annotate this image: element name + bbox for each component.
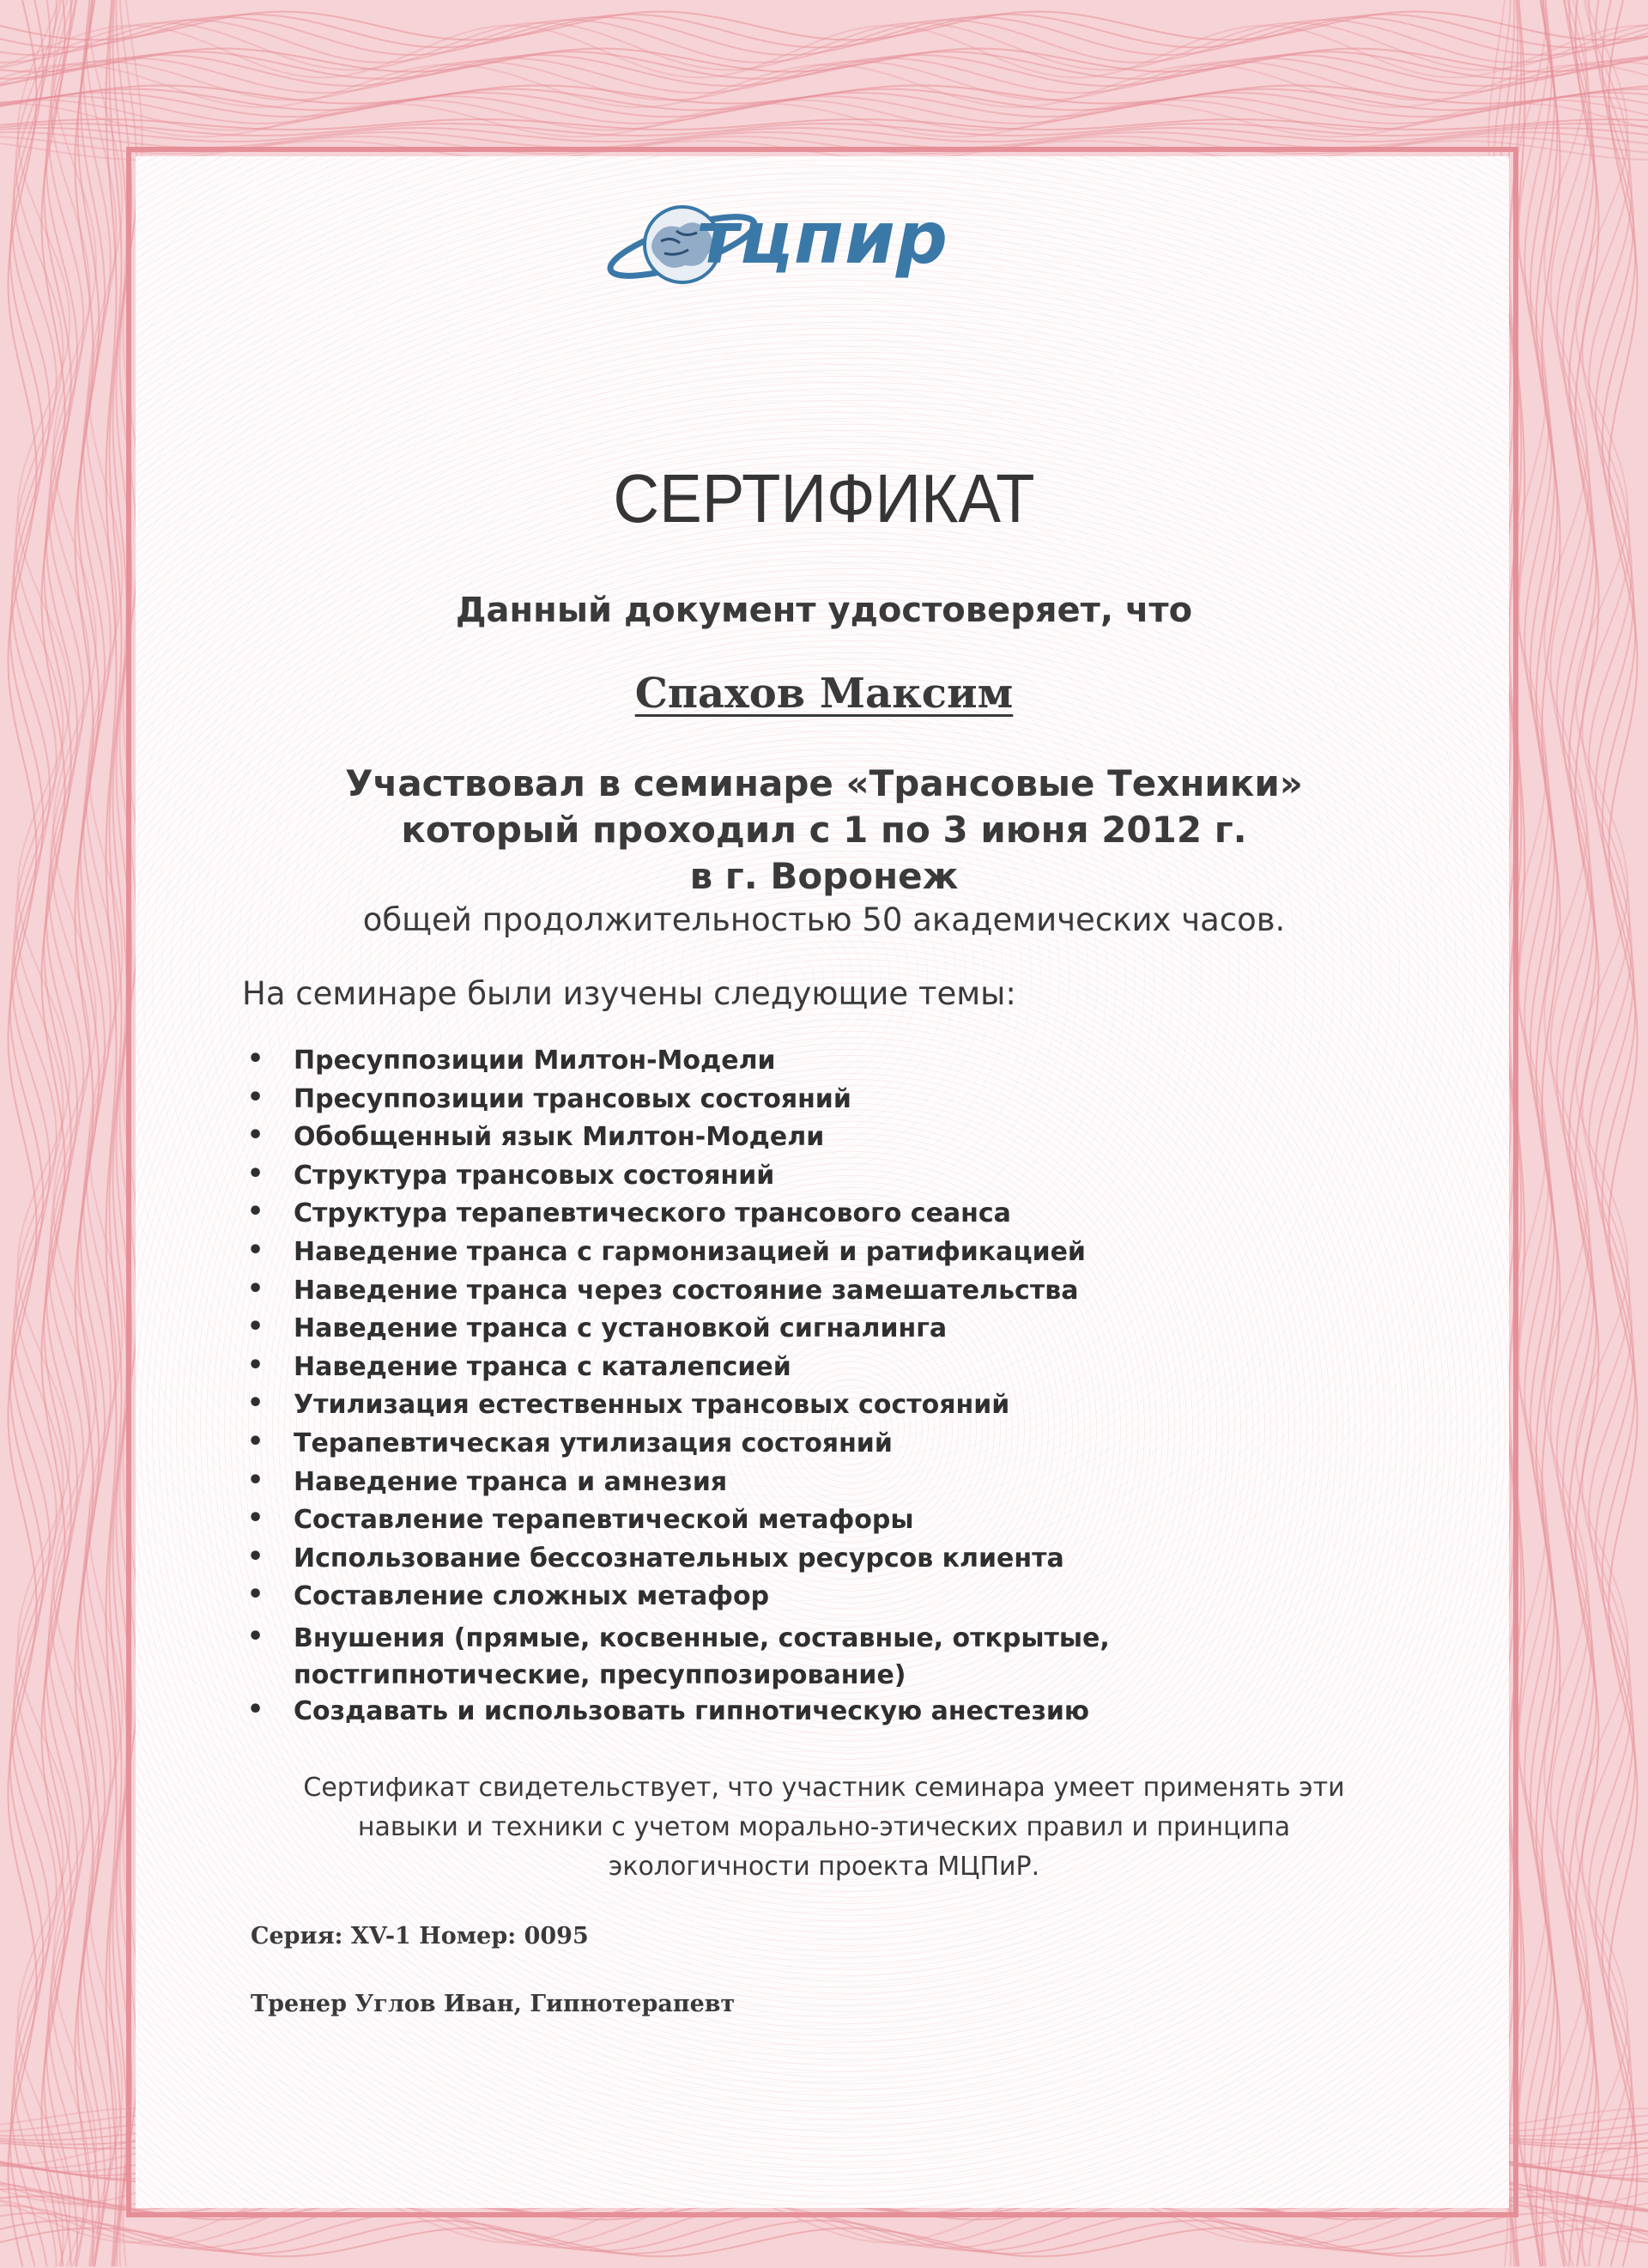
recipient-name: Спахов Максим bbox=[634, 670, 1014, 718]
seminar-line: Участвовал в семинаре «Трансовые Техники» bbox=[345, 762, 1303, 804]
topics-list bbox=[242, 1046, 1238, 1735]
list-item: • Структура трансовых состояний bbox=[242, 1161, 1238, 1199]
series-number: Серия: XV-1 Номер: 0095 bbox=[251, 1923, 589, 1950]
list-item: • Наведение транса с каталепсией bbox=[242, 1352, 1238, 1391]
trainer-signature-line: Тренер Углов Иван, Гипнотерапевт bbox=[251, 1991, 736, 2017]
city-line: в г. Воронеж bbox=[689, 855, 959, 897]
list-item: • Утилизация естественных трансовых состояний bbox=[242, 1390, 1238, 1428]
list-item: • Составление терапевтической метафоры bbox=[242, 1505, 1238, 1543]
certificate-title: СЕРТИФИКАТ bbox=[613, 460, 1035, 537]
topics-heading: На семинаре были изучены следующие темы: bbox=[242, 975, 1016, 1012]
list-item: • Структура терапевтического трансового сеанса bbox=[242, 1198, 1238, 1237]
list-item: • Наведение транса и амнезия bbox=[242, 1467, 1238, 1506]
list-item: • Наведение транса с гармонизацией и ратификацией bbox=[242, 1237, 1238, 1276]
list-item: • Обобщенный язык Милтон-Модели bbox=[242, 1122, 1238, 1161]
logo-text: тцпир bbox=[697, 196, 948, 280]
list-item: • Создавать и использовать гипнотическую анестезию bbox=[242, 1696, 1238, 1735]
list-item: • Пресуппозиции Милтон-Модели bbox=[242, 1046, 1238, 1084]
list-item: • Наведение транса через состояние замешательства bbox=[242, 1276, 1238, 1314]
list-item: • Использование бессознательных ресурсов клиента bbox=[242, 1543, 1238, 1582]
list-item: • Терапевтическая утилизация состояний bbox=[242, 1428, 1238, 1467]
list-item: • Внушения (прямые, косвенные, составные, открытые, постгипнотические, пресуппозирование) bbox=[242, 1620, 1238, 1696]
list-item: • Пресуппозиции трансовых состояний bbox=[242, 1084, 1238, 1123]
dates-line: который проходил с 1 по 3 июня 2012 г. bbox=[401, 809, 1247, 851]
attestation-text: Сертификат свидетельствует, что участник семинара умеет применять эти навыки и техники с учетом морально-этических правил и принципа экологичности проекта МЦПиР. bbox=[303, 1773, 1345, 1882]
intro-text: Данный документ удостоверяет, что bbox=[455, 591, 1193, 630]
list-item: • Наведение транса с установкой сигналинга bbox=[242, 1313, 1238, 1352]
duration-line: общей продолжительностью 50 академических часов. bbox=[362, 901, 1286, 938]
list-item: • Составление сложных метафор bbox=[242, 1581, 1238, 1620]
